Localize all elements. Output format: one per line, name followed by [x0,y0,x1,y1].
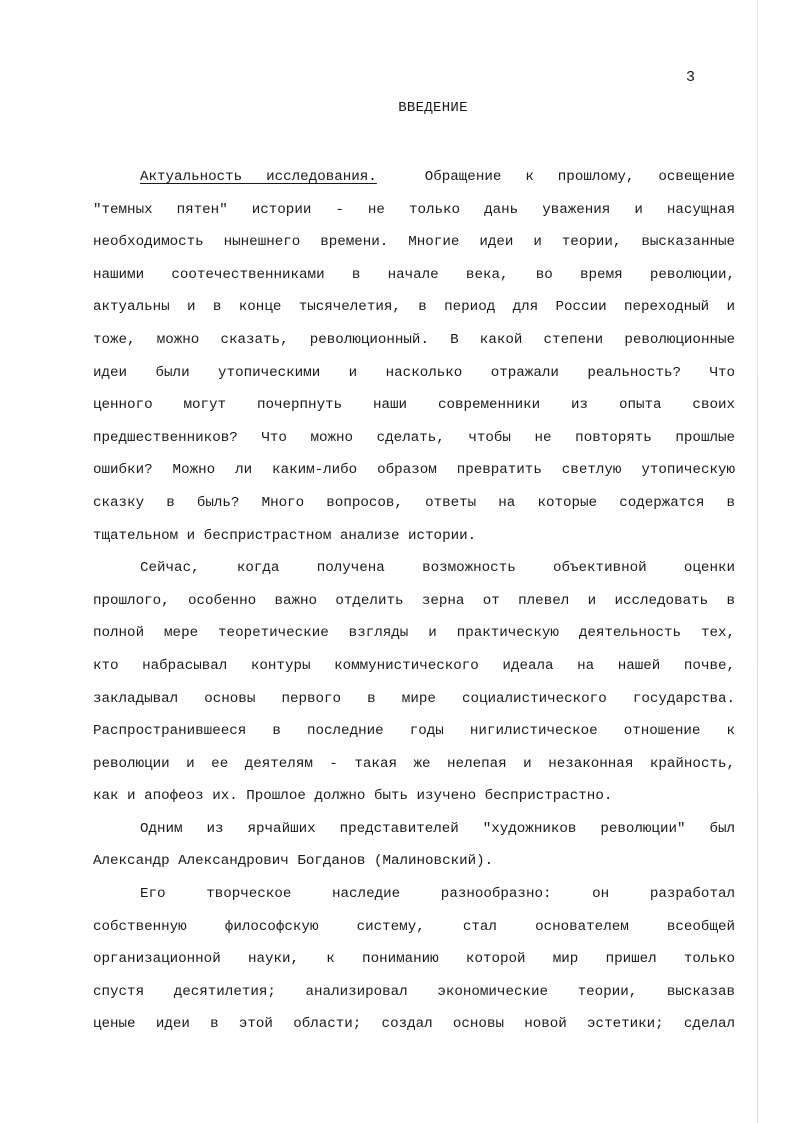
text-line: Распространившееся в последние годы нигилистическое отношение к [93,723,735,740]
text-line: ошибки? Можно ли каким-либо образом превратить светлую утопическую [93,462,735,479]
page-number: 3 [686,69,696,86]
scan-margin-line [757,0,758,1123]
section-heading: ВВЕДЕНИЕ [398,100,468,116]
text-line: необходимость нынешнего времени. Многие идеи и теории, высказанные [93,234,735,251]
text-line: революции и ее деятелям - такая же нелепая и незаконная крайность, [93,755,735,772]
text-line: Его творческое наследие разнообразно: он разработал [140,886,735,903]
text-line: предшественников? Что можно сделать, чтобы не повторять прошлые [93,429,735,446]
text-line: ценного могут почерпнуть наши современники из опыта своих [93,397,735,414]
text-line: тщательном и беспристрастном анализе истории. [93,527,477,544]
text-line: организационной науки, к пониманию которой мир пришел только [93,951,735,968]
text-line: тоже, можно сказать, революционный. В какой степени революционные [93,331,735,348]
text-line: прошлого, особенно важно отделить зерна от плевел и исследовать в [93,592,735,609]
text-line: ценые идеи в этой области; создал основы новой эстетики; сделал [93,1016,735,1033]
body-text [93,161,735,1041]
text-line: собственную философскую систему, стал основателем всеобщей [93,918,735,935]
text-line: полной мере теоретические взгляды и практическую деятельность тех, [93,625,735,642]
text-line: нашими соотечественниками в начале века, во время революции, [93,266,735,283]
text-line: идеи были утопическими и насколько отражали реальность? Что [93,364,735,381]
text-line: закладывал основы первого в мире социалистического государства. [93,690,735,707]
text-line: Актуальность исследования. Обращение к прошлому, освещение [140,169,735,185]
text-line: Сейчас, когда получена возможность объективной оценки [140,560,735,577]
text-line: "темных пятен" истории - не только дань уважения и насущная [93,201,735,218]
text-line: сказку в быль? Много вопросов, ответы на которые содержатся в [93,494,735,511]
text-line: кто набрасывал контуры коммунистического идеала на нашей почве, [93,657,735,674]
lead-phrase: Актуальность исследования. [140,169,377,185]
text-line: как и апофеоз их. Прошлое должно быть изучено беспристрастно. [93,788,613,805]
text-line: Александр Александрович Богданов (Малиновский). [93,853,494,870]
text-line: спустя десятилетия; анализировал экономические теории, высказав [93,983,735,1000]
text-line: Одним из ярчайших представителей "художников революции" был [140,820,735,837]
text-line: актуальны и в конце тысячелетия, в период для России переходный и [93,299,735,316]
